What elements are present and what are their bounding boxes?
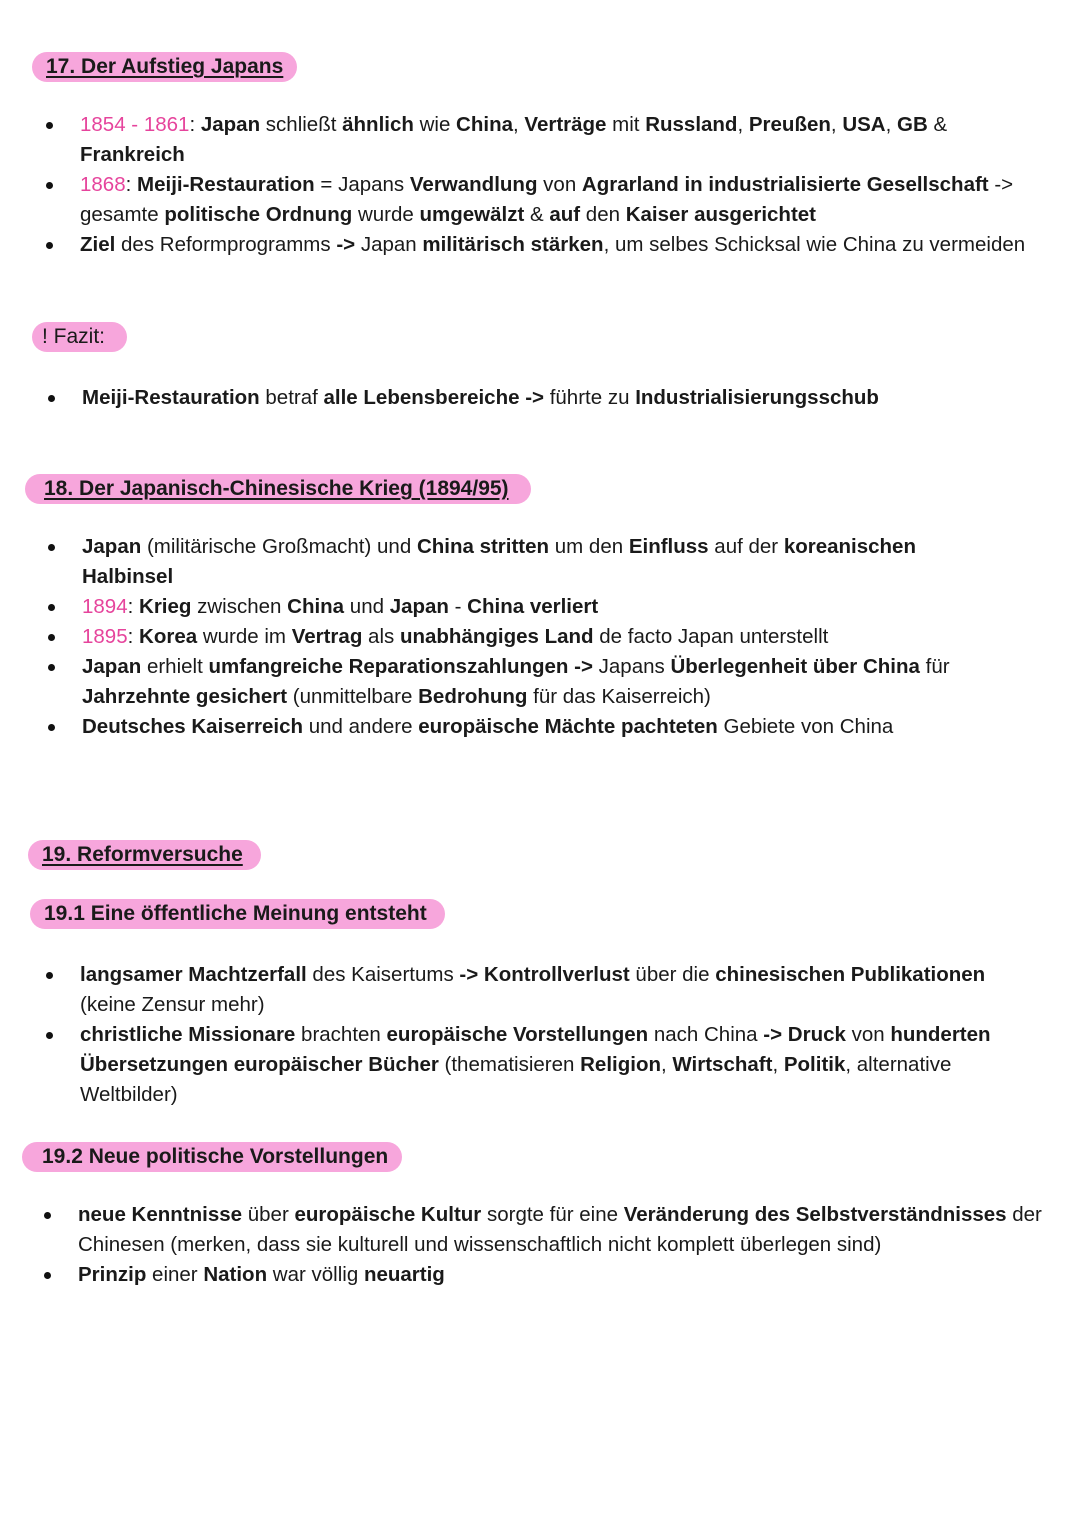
- bullets-fazit: [48, 383, 1038, 413]
- bold-text: militärisch stärken: [422, 233, 604, 256]
- text: :: [127, 625, 140, 648]
- bullet-item: [44, 1200, 1054, 1260]
- text: Gebiete von China: [717, 715, 894, 738]
- bold-text: China stritten: [416, 535, 550, 558]
- bold-text: Überlegenheit über China: [670, 655, 920, 678]
- bold-text: Krieg: [139, 595, 192, 618]
- bold-text: China verliert: [467, 595, 599, 618]
- bold-text: Japan: [82, 655, 142, 678]
- bold-text: ähnlich: [342, 113, 414, 136]
- text: sorgte für eine: [481, 1203, 624, 1226]
- date-text: 1854 - 1861: [80, 113, 190, 136]
- bold-text: Japan: [389, 595, 449, 618]
- text: ,: [513, 113, 525, 136]
- text: de facto Japan unterstellt: [593, 625, 829, 648]
- text: &: [524, 203, 550, 226]
- bold-text: Prinzip: [78, 1263, 147, 1286]
- bold-text: europäische Vorstellungen: [386, 1023, 649, 1046]
- heading-19-2: [22, 1142, 402, 1172]
- bold-text: unabhängiges Land: [399, 625, 594, 648]
- text: und: [344, 595, 390, 618]
- bold-text: Meiji-Restauration: [82, 386, 260, 409]
- bold-text: Preußen: [748, 113, 831, 136]
- heading-text: ! Fazit:: [42, 325, 106, 348]
- text: brachten: [295, 1023, 387, 1046]
- date-text: 1895: [82, 625, 128, 648]
- text: der Chinesen (merken, dass sie kulturell und wissenschaftlich nicht komplett überlegen sind): [78, 1203, 1042, 1256]
- text: über die: [629, 963, 716, 986]
- text: für: [919, 655, 950, 678]
- text: wie: [413, 113, 457, 136]
- bold-text: Veränderung des Selbstverständnisses: [623, 1203, 1007, 1226]
- text: (unmittelbare: [287, 685, 419, 708]
- bullets-19-2: [44, 1200, 1054, 1290]
- heading-text: 18. Der Japanisch-Chinesische Krieg (1894/95): [44, 477, 509, 500]
- text: , alternative Weltbilder): [80, 1053, 952, 1106]
- bold-text: Vertrag: [291, 625, 363, 648]
- bold-text: Japan: [200, 113, 261, 136]
- text: auf der: [708, 535, 784, 558]
- text: &: [927, 113, 948, 136]
- text: mit: [606, 113, 646, 136]
- date-text: 1894: [82, 595, 128, 618]
- text: zwischen: [191, 595, 288, 618]
- text: ,: [830, 113, 843, 136]
- text: ,: [737, 113, 749, 136]
- bold-text: neuartig: [363, 1263, 445, 1286]
- text: erhielt: [141, 655, 209, 678]
- heading-text: 19.2 Neue politische Vorstellungen: [42, 1145, 389, 1168]
- bold-text: europäische Mächte pachteten: [418, 715, 718, 738]
- text: über: [242, 1203, 295, 1226]
- bold-text: ->: [574, 655, 593, 678]
- bold-text: umfangreiche Reparationszahlungen: [208, 655, 569, 678]
- bold-text: Meiji-Restauration: [137, 173, 315, 196]
- text: von: [537, 173, 582, 196]
- heading-text: 19.1 Eine öffentliche Meinung entsteht: [44, 902, 427, 925]
- text: :: [125, 173, 138, 196]
- bullet-item: [48, 652, 1008, 712]
- bold-text: Kontrollverlust: [483, 963, 630, 986]
- text: einer: [146, 1263, 204, 1286]
- heading-18: [25, 474, 531, 504]
- bullet-item: [46, 960, 1036, 1020]
- bold-text: ->: [525, 386, 545, 409]
- bold-text: Politik: [783, 1053, 846, 1076]
- bullet-item: [46, 1020, 1036, 1110]
- bold-text: Druck: [787, 1023, 846, 1046]
- bold-text: Russland: [645, 113, 738, 136]
- bold-text: christliche Missionare: [80, 1023, 296, 1046]
- text: als: [362, 625, 400, 648]
- bullet-item: [48, 712, 1008, 742]
- bullet-item: [46, 170, 1036, 230]
- heading-text: 19. Reformversuche: [42, 843, 243, 866]
- bold-text: koreanischen Halbinsel: [82, 535, 916, 588]
- text: war völlig: [267, 1263, 364, 1286]
- text: Japan: [355, 233, 423, 256]
- bold-text: Verwandlung: [409, 173, 538, 196]
- bullets-17: [46, 110, 1036, 260]
- fazit-label: [32, 322, 127, 352]
- text: schließt: [260, 113, 343, 136]
- text: von: [845, 1023, 891, 1046]
- bullet-item: [46, 110, 1036, 170]
- text: ,: [660, 1053, 673, 1076]
- bold-text: Deutsches Kaiserreich: [82, 715, 304, 738]
- text: (thematisieren: [438, 1053, 581, 1076]
- bold-text: Agrarland in industrialisierte Gesellschaft: [581, 173, 989, 196]
- bold-text: Industrialisierungsschub: [635, 386, 879, 409]
- bold-text: hunderten Übersetzungen europäischer Bücher: [80, 1023, 991, 1076]
- bullet-item: [48, 532, 1008, 592]
- bold-text: Wirtschaft: [672, 1053, 773, 1076]
- text: = Japans: [314, 173, 410, 196]
- bold-text: Nation: [203, 1263, 268, 1286]
- bold-text: Korea: [139, 625, 198, 648]
- text: Japans: [592, 655, 671, 678]
- text: nach China: [648, 1023, 764, 1046]
- bold-text: chinesischen Publikationen: [715, 963, 986, 986]
- bullet-item: [48, 383, 1038, 413]
- bold-text: Bedrohung: [418, 685, 528, 708]
- text: :: [127, 595, 140, 618]
- text: um den: [549, 535, 629, 558]
- bold-text: Ziel: [80, 233, 116, 256]
- text: , um selbes Schicksal wie China zu vermeiden: [603, 233, 1026, 256]
- bold-text: politische Ordnung: [164, 203, 353, 226]
- bullets-19-1: [46, 960, 1036, 1110]
- text: wurde: [352, 203, 420, 226]
- heading-17: [32, 52, 297, 82]
- heading-19-1: [30, 899, 445, 929]
- bold-text: Verträge: [524, 113, 607, 136]
- bold-text: China: [287, 595, 345, 618]
- text: (militärische Großmacht) und: [141, 535, 417, 558]
- bold-text: Religion: [580, 1053, 661, 1076]
- bold-text: ->: [763, 1023, 783, 1046]
- text: und andere: [303, 715, 419, 738]
- text: ,: [885, 113, 898, 136]
- text: des Reformprogramms: [115, 233, 337, 256]
- text: -: [448, 595, 468, 618]
- bold-text: langsamer Machtzerfall: [80, 963, 307, 986]
- text: -> gesamte: [80, 173, 1014, 226]
- text: betraf: [259, 386, 324, 409]
- heading-19: [28, 840, 261, 870]
- text: für das Kaiserreich): [527, 685, 711, 708]
- bullet-item: [48, 592, 1008, 622]
- bullet-item: [46, 230, 1036, 260]
- text: :: [189, 113, 201, 136]
- text: (keine Zensur mehr): [80, 993, 265, 1016]
- bold-text: GB: [897, 113, 928, 136]
- bold-text: ->: [459, 963, 479, 986]
- text: den: [580, 203, 626, 226]
- bold-text: China: [456, 113, 513, 136]
- bold-text: USA: [842, 113, 886, 136]
- bullet-item: [48, 622, 1008, 652]
- bold-text: alle Lebensbereiche: [323, 386, 520, 409]
- date-text: 1868: [80, 173, 126, 196]
- bold-text: Jahrzehnte gesichert: [82, 685, 288, 708]
- heading-text: 17. Der Aufstieg Japans: [46, 55, 284, 78]
- bold-text: Kaiser ausgerichtet: [625, 203, 816, 226]
- bold-text: europäische Kultur: [294, 1203, 482, 1226]
- bold-text: ->: [336, 233, 356, 256]
- bold-text: auf: [549, 203, 581, 226]
- bold-text: Einfluss: [628, 535, 709, 558]
- text: wurde im: [197, 625, 292, 648]
- bullet-item: [44, 1260, 1054, 1290]
- text: ,: [772, 1053, 784, 1076]
- text: führte zu: [544, 386, 636, 409]
- text: des Kaisertums: [306, 963, 460, 986]
- bold-text: umgewälzt: [419, 203, 525, 226]
- bullets-18: [48, 532, 1008, 742]
- bold-text: Frankreich: [80, 143, 185, 166]
- bold-text: neue Kenntnisse: [78, 1203, 243, 1226]
- bold-text: Japan: [82, 535, 142, 558]
